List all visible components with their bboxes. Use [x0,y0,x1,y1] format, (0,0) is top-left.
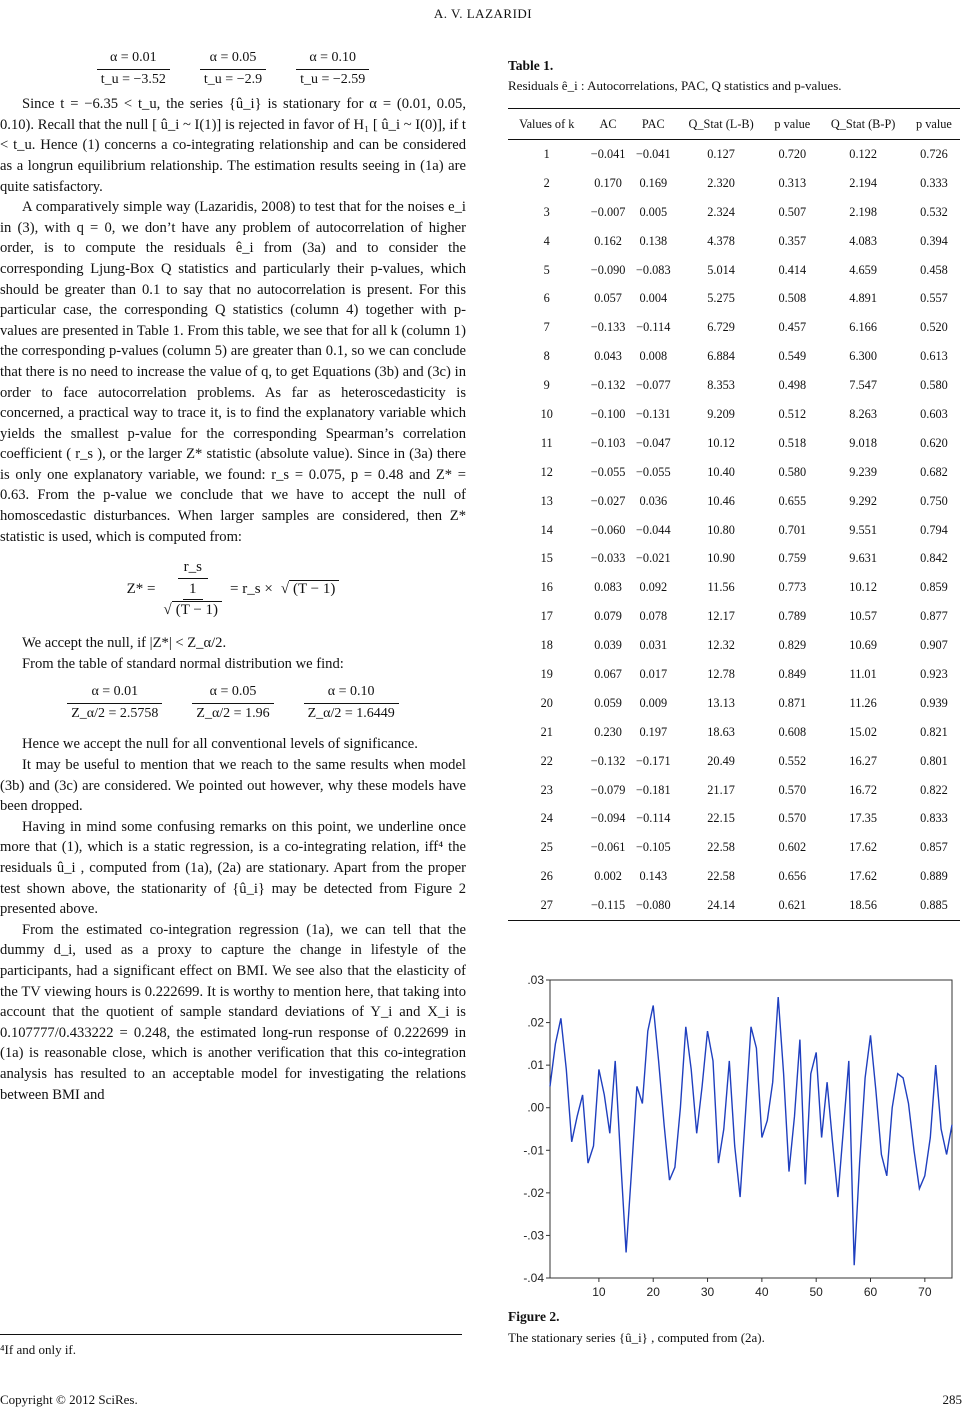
table-cell: −0.021 [635,551,671,566]
table-cell: −0.055 [635,464,671,479]
table-cell: 9.209 [707,406,735,421]
table-cell: 11.56 [707,580,735,595]
table-row [508,458,960,487]
table-row [508,284,960,313]
table-cell: 0.620 [920,435,948,450]
table-cell: 0.313 [778,175,807,190]
x-tick-label: 60 [863,1285,878,1299]
table-cell: −0.041 [635,146,671,161]
table-cell: 0.079 [594,609,622,624]
table-cell: 0.877 [920,609,948,624]
table-cell: 0.570 [778,811,807,826]
table-cell: 17.35 [849,811,877,826]
y-tick-label: .00 [527,1100,544,1115]
table-cell: 16.72 [849,782,877,797]
table-header-row [508,109,960,140]
x-tick-label: 50 [809,1285,823,1299]
table-cell: 12.32 [707,638,735,653]
table-cell: −0.132 [590,378,626,393]
residual-line-chart [508,962,960,1306]
table-cell: 20.49 [707,753,735,768]
table-cell: 0.602 [778,840,807,855]
table-row [508,833,960,862]
table-cell: −0.041 [590,146,626,161]
table-cell: 0.750 [920,493,948,508]
table-cell: −0.132 [590,753,626,768]
table-cell: 0.414 [778,262,807,277]
table-row [508,313,960,342]
table-caption: Residuals ê_i : Autocorrelations, PAC, Q statistics and p-values. [508,78,842,93]
paragraph: A comparatively simple way (Lazaridis, 2008) to test that for the noises e_i in (3), with q = 0, we don’t have any problem of autocorrelation of higher order, is to compute the residuals ê_i from (3a) and to consider the corresponding Ljung-Box Q statistics and particularly their p-values, which should be greater than 0.1 to say that no autocorrelation is present. For this particular case, the corresponding Q statistics (column 4) together with p-values are presented in Table 1. From this table, we see that for all k (column 1) the corresponding p-values (column 5) are greater than 0.1, so we can conclude that there is no need to increase the value of q, to get Equations (3b) and (3c) in order to face autocorrelation problems. As far as heteroscedasticity is concerned, a practical way to trace it, is to find the explanatory variable which yields the smallest p-value for the corresponding Spearman’s correlation coefficient ( r_s ), or the larger Z* statistic (absolute value). Since in (3a) there is only one explanatory variable, we found: r_s = 0.075, p = 0.48 and Z* = 0.63. From the p-value we conclude that we have to accept the null of homoscedastic disturbances. When larger samples are considered, then Z* statistic is used, which is computed from: [0,199,466,545]
y-tick-label: -.01 [523,1143,544,1158]
formula-fraction: $\frac{r\_s}{\frac{1}{√ (T - 1)}}$ [163,557,222,621]
table-header-cell: AC [585,109,630,140]
table-header-cell: p value [766,109,818,140]
table-cell: 0.580 [778,464,807,479]
crit-t-1: α = 0.05 t_u = −2.9 [200,48,266,90]
table-cell: −0.094 [590,811,626,826]
paragraph: From the estimated co-integration regression (1a), we can tell that the dummy d_i, used as a proxy to capture the change in lifestyle of the participants, had a significant effect on BMI. We see also that the elasticity of the TV viewing hours is 0.222699. It is worthy to mention here, that taking into account that the quotient of sample standard deviations of Y_i and X_i is 0.107777/0.433222 = 0.248, the estimated long-run response of 0.222699 in (1a) is reasonable close, which is another verification that this co-integration analysis has resulted to an acceptable model for investigating the relations between BMI and [0,921,466,1103]
table-cell: 8.353 [707,378,735,393]
table-cell: 0.939 [920,695,948,710]
table-cell: −0.090 [590,262,626,277]
table-cell: 0.829 [778,638,807,653]
table-cell: 12 [540,464,553,479]
table-cell: 9.018 [849,435,877,450]
table-cell: 0.143 [639,869,668,884]
table-cell: 0.842 [920,551,948,566]
table-cell: 9.292 [849,493,877,508]
table-cell: 4.083 [849,233,877,248]
table-cell: 0.043 [594,349,622,364]
table-cell: 0.923 [920,666,948,681]
table-cell: 14 [540,522,553,537]
table-cell: 0.720 [778,146,807,161]
table-cell: 0.138 [639,233,668,248]
table-cell: 0.005 [639,204,668,219]
table-row [508,544,960,573]
table-cell: 0.621 [766,891,818,920]
table-cell: 13.13 [707,695,735,710]
table-cell: 0.532 [920,204,948,219]
critical-t-values [0,48,466,90]
table-cell: 10.90 [707,551,735,566]
table-cell: 0.885 [908,891,960,920]
figure-caption: The stationary series {û_i} , computed from (2a). [508,1330,765,1345]
table-cell: 24 [540,811,553,826]
table-cell: −0.061 [590,840,626,855]
table-cell: 0.059 [594,695,622,710]
table-cell: −0.033 [590,551,626,566]
table-cell: 2.198 [849,204,877,219]
table-cell: 17 [540,609,553,624]
table-cell: −0.133 [590,320,626,335]
table-cell: 0.333 [920,175,948,190]
table-row [508,227,960,256]
table-cell: 18.56 [818,891,908,920]
table-cell: 0.230 [594,724,622,739]
table-cell: 10.57 [849,609,877,624]
table-cell: 5.275 [707,291,735,306]
table-cell: 16.27 [849,753,877,768]
y-tick-label: .02 [527,1015,544,1030]
table-cell: 6.729 [707,320,735,335]
table-cell: −0.131 [635,406,671,421]
table-cell: 0.092 [639,580,668,595]
table-cell: 0.613 [920,349,948,364]
table-cell: 10.69 [849,638,877,653]
table-cell: 7 [543,320,550,335]
table-cell: 13 [540,493,553,508]
table-cell: 0.857 [920,840,948,855]
table-cell: 0.833 [920,811,948,826]
table-cell: 0.083 [594,580,622,595]
table-cell: 0.039 [594,638,622,653]
running-header: A. V. LAZARIDI [433,6,533,21]
table-row [508,602,960,631]
table-cell: −0.083 [635,262,671,277]
table-cell: −0.114 [636,811,671,826]
paragraph: Hence we accept the null for all conventional levels of significance. [22,736,418,753]
y-tick-label: -.03 [523,1228,544,1243]
table-cell: 11 [540,435,553,450]
table-cell: 19 [540,666,553,681]
table-row [508,718,960,747]
table-cell: −0.080 [631,891,676,920]
table-cell: 6.300 [849,349,877,364]
table-cell: 0.859 [920,580,948,595]
table-row [508,804,960,833]
table-cell: 0.078 [639,609,668,624]
y-tick-label: -.04 [523,1271,544,1285]
table-cell: −0.044 [635,522,671,537]
table-cell: −0.055 [590,464,626,479]
table-cell: 0.457 [778,320,807,335]
table-cell: 25 [540,840,553,855]
table-cell: 11.01 [849,666,877,681]
paragraph: Having in mind some confusing remarks on this point, we underline once more that (1), which is a static regression, is a co-integrating relation, iff⁴ the residuals û_i , computed from (1a), (2a) are stationary. Apart from the proper test shown above, the stationarity of {û_i} may be detected from Figure 2 presented above. [0,818,466,918]
crit-t-2: α = 0.10 t_u = −2.59 [296,48,369,90]
paragraph: From the table of standard normal distribution we find: [22,655,344,672]
table-cell: 0.726 [920,146,948,161]
footnote-rule [0,1334,462,1335]
table-cell: 21.17 [707,782,735,797]
table-row [508,516,960,545]
table-cell: 17.62 [849,840,877,855]
table-cell: 22.15 [707,811,735,826]
table-cell: 2.324 [707,204,735,219]
table-cell: 0.512 [778,406,807,421]
chart-svg [508,962,960,1306]
table-cell: 0.570 [778,782,807,797]
table-cell: 0.520 [920,320,948,335]
x-tick-label: 20 [646,1285,660,1299]
table-cell: 0.608 [778,724,807,739]
table-cell: 1 [543,146,550,161]
table-cell: −0.115 [585,891,630,920]
table-cell: 7.547 [849,378,877,393]
x-tick-label: 70 [918,1285,932,1299]
table-cell: 0.773 [778,580,807,595]
table-row [508,660,960,689]
table-row [508,169,960,198]
table-cell: 0.821 [920,724,948,739]
table-cell: 26 [540,869,553,884]
copyright: Copyright © 2012 SciRes. [0,1392,138,1407]
table-cell: 8 [543,349,550,364]
table-cell: 5 [543,262,550,277]
table-cell: 9.631 [849,551,877,566]
table-cell: 0.655 [778,493,807,508]
table-cell: 0.701 [778,522,807,537]
table-cell: 16 [540,580,553,595]
table-cell: −0.077 [635,378,671,393]
table-cell: 0.580 [920,378,948,393]
table-cell: 0.889 [920,869,948,884]
table-cell: 0.394 [920,233,948,248]
table-cell: 4 [543,233,550,248]
crit-z-1: α = 0.05 Z_α/2 = 1.96 [192,682,273,724]
table-cell: 0.498 [778,378,807,393]
table-cell: −0.079 [590,782,626,797]
table-cell: 0.357 [778,233,807,248]
table-cell: 6 [543,291,550,306]
table-cell: 22 [540,753,553,768]
table-cell: −0.100 [590,406,626,421]
table-cell: 12.17 [707,609,735,624]
table-cell: 0.603 [920,406,948,421]
table-cell: −0.105 [635,840,671,855]
table-cell: 10 [540,406,553,421]
table-row [508,342,960,371]
table-cell: −0.047 [635,435,671,450]
table-cell: 2 [543,175,550,190]
table-cell: 0.656 [778,869,807,884]
table-cell: 0.849 [778,666,807,681]
table-cell: 10.12 [707,435,735,450]
table-cell: −0.181 [635,782,671,797]
table-title: Table 1. [508,58,554,73]
autocorrelation-table [508,108,960,921]
table-cell: 18.63 [707,724,735,739]
table-cell: 0.170 [594,175,622,190]
table-cell: −0.171 [635,753,671,768]
table-cell: 0.794 [920,522,948,537]
table-row [508,256,960,285]
table-cell: 6.166 [849,320,877,335]
table-cell: 4.378 [707,233,735,248]
z-star-formula: Z* = $\frac{r\_s}{\frac{1}{√ (T - 1)}}$ = r_s × √ (T − 1) [0,557,466,621]
table-cell: −0.007 [590,204,626,219]
table-row [508,573,960,602]
table-cell: 0.759 [778,551,807,566]
y-tick-label: -.02 [523,1185,544,1200]
table-cell: 0.507 [778,204,807,219]
table-cell: 2.194 [849,175,877,190]
footnote: ⁴If and only if. [0,1342,77,1357]
table-header-cell: p value [908,109,960,140]
table-cell: 20 [540,695,553,710]
table-row [508,891,960,920]
table-cell: 0.031 [639,638,668,653]
left-column [0,48,466,1105]
table-cell: 15.02 [849,724,877,739]
table-cell: 0.907 [920,638,948,653]
x-tick-label: 40 [755,1285,769,1299]
table-cell: 0.508 [778,291,807,306]
table-cell: 9.551 [849,522,877,537]
table-row [508,631,960,660]
table-cell: 0.682 [920,464,948,479]
table-cell: 24.14 [676,891,766,920]
right-column [508,58,960,921]
table-cell: 8.263 [849,406,877,421]
table-cell: −0.060 [590,522,626,537]
table-cell: −0.114 [636,320,671,335]
y-tick-label: .01 [527,1058,544,1073]
table-cell: −0.103 [590,435,626,450]
table-cell: 3 [543,204,550,219]
table-cell: 18 [540,638,553,653]
table-header-cell: Values of k [508,109,585,140]
table-cell: 12.78 [707,666,735,681]
table-cell: 0.822 [920,782,948,797]
table-cell: 0.458 [920,262,948,277]
table-cell: 10.40 [707,464,735,479]
table-cell: 0.518 [778,435,807,450]
table-cell: 0.009 [639,695,668,710]
table-cell: 9 [543,378,550,393]
table-cell: 0.057 [594,291,622,306]
table-cell: −0.027 [590,493,626,508]
table-cell: 22.58 [707,840,735,855]
table-cell: 10.12 [849,580,877,595]
table-cell: 6.884 [707,349,735,364]
table-row [508,747,960,776]
table-cell: 0.017 [639,666,668,681]
table-cell: 10.80 [707,522,735,537]
table-cell: 15 [540,551,553,566]
table-cell: 2.320 [707,175,735,190]
table-cell: 0.002 [594,869,622,884]
table-cell: 0.067 [594,666,622,681]
table-row [508,371,960,400]
table-cell: 0.549 [778,349,807,364]
table-cell: 4.659 [849,262,877,277]
paragraph: Since t = −6.35 < t_u, the series {û_i} is stationary for α = (0.01, 0.05, 0.10). Recall that the null [ û_i ~ I(1)] is rejected in favor of H₁ [ û_i ~ I(0)], if t < t_u. Hence (1) concerns a co-integrating relationship and can be considered as a longrun equilibrium relationship. The estimation results seeing in (1a) are quite satisfactory. [0,96,466,195]
paragraph: We accept the null, if |Z*| < Z_α/2. [22,635,227,652]
x-tick-label: 10 [592,1285,606,1299]
table-cell: 0.162 [594,233,622,248]
table-cell: 9.239 [849,464,877,479]
table-cell: 0.801 [920,753,948,768]
table-row [508,400,960,429]
crit-z-2: α = 0.10 Z_α/2 = 1.6449 [304,682,399,724]
table-row [508,198,960,227]
table-cell: 0.004 [639,291,668,306]
table-cell: 22.58 [707,869,735,884]
table-cell: 4.891 [849,291,877,306]
table-cell: 23 [540,782,553,797]
paragraph: It may be useful to mention that we reach to the same results when model (3b) and (3c) are considered. We pointed out however, why these models have been dropped. [0,757,466,815]
table-row [508,862,960,891]
table-header-cell: Q_Stat (B-P) [818,109,908,140]
table-cell: 21 [540,724,553,739]
table-cell: 0.169 [639,175,668,190]
table-cell: 0.552 [778,753,807,768]
crit-z-0: α = 0.01 Z_α/2 = 2.5758 [67,682,162,724]
table-row [508,429,960,458]
y-tick-label: .03 [527,973,544,987]
table-cell: 0.789 [778,609,807,624]
table-cell: 11.26 [849,695,877,710]
table-cell: 0.557 [920,291,948,306]
x-tick-label: 30 [700,1285,715,1299]
table-cell: 5.014 [707,262,735,277]
table-row [508,776,960,805]
page-number: 285 [942,1392,962,1407]
table-cell: 10.46 [707,493,735,508]
table-cell: 0.122 [849,146,877,161]
table-cell: 17.62 [849,869,877,884]
table-header-cell: PAC [631,109,676,140]
table-cell: 0.008 [639,349,668,364]
table-body [508,140,960,921]
crit-t-0: α = 0.01 t_u = −3.52 [97,48,170,90]
table-row [508,140,960,169]
figure-title: Figure 2. [508,1309,560,1324]
table-cell: 0.197 [639,724,668,739]
table-row [508,689,960,718]
table-cell: 0.127 [707,146,735,161]
table-header-cell: Q_Stat (L-B) [676,109,766,140]
table-cell: 0.871 [778,695,807,710]
table-row [508,487,960,516]
table-cell: 27 [508,891,585,920]
critical-z-values [0,682,466,724]
table-cell: 0.036 [639,493,668,508]
